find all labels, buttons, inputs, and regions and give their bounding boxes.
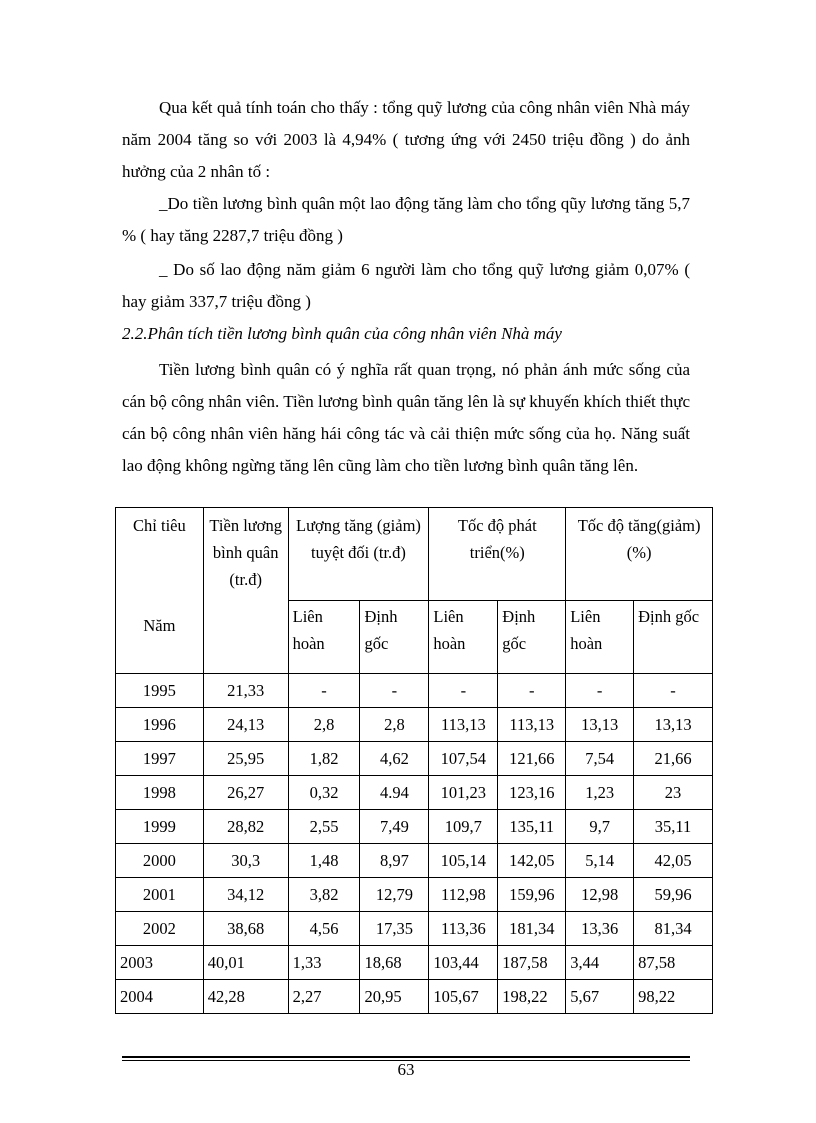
table-cell: 142,05	[498, 844, 566, 878]
table-cell: 107,54	[429, 742, 498, 776]
table-cell: 25,95	[203, 742, 288, 776]
table-cell: 23	[634, 776, 713, 810]
table-row	[116, 878, 713, 912]
header-toc-do-tang: Tốc độ tăng(giảm) (%)	[566, 508, 713, 601]
table-cell: 17,35	[360, 912, 429, 946]
table-row	[116, 912, 713, 946]
table-cell: 2,8	[360, 708, 429, 742]
table-cell: 30,3	[203, 844, 288, 878]
table-cell: -	[634, 674, 713, 708]
table-cell: 5,14	[566, 844, 634, 878]
table-cell: 21,33	[203, 674, 288, 708]
paragraph-intro: Tiền lương bình quân có ý nghĩa rất quan trọng, nó phản ánh mức sống của cán bộ công nhân viên. Tiền lương bình quân tăng lên là sự khuyến khích thiết thực cán bộ công nhân viên hăng hái công tác và cải thiện mức sống của họ. Năng suất lao động không ngừng tăng lên cũng làm cho tiền lương bình quân tăng lên.	[122, 360, 690, 475]
table-cell: 13,36	[566, 912, 634, 946]
table-cell: 12,79	[360, 878, 429, 912]
table-cell-year: 1996	[116, 708, 204, 742]
table-cell-year: 2002	[116, 912, 204, 946]
section-heading: 2.2.Phân tích tiền lương bình quân của công nhân viên Nhà máy	[122, 324, 562, 343]
table-cell: 12,98	[566, 878, 634, 912]
table-cell: 35,11	[634, 810, 713, 844]
table-cell-year: 2004	[116, 980, 204, 1014]
table-cell: 123,16	[498, 776, 566, 810]
table-cell-year: 1998	[116, 776, 204, 810]
subheader-lien-hoan: Liên hoàn	[566, 601, 634, 674]
table-cell: 7,54	[566, 742, 634, 776]
subheader-dinh-goc: Định gốc	[634, 601, 713, 674]
table-cell: -	[360, 674, 429, 708]
table-cell: 181,34	[498, 912, 566, 946]
subheader-dinh-goc: Định gốc	[360, 601, 429, 674]
table-cell: 1,48	[288, 844, 360, 878]
paragraph-summary: Qua kết quả tính toán cho thấy : tổng quỹ lương của công nhân viên Nhà máy năm 2004 tăng so với 2003 là 4,94% ( tương ứng với 2450 triệu đồng ) do ảnh hưởng của 2 nhân tố :	[122, 98, 690, 181]
table-cell-year: 1997	[116, 742, 204, 776]
table-cell: 38,68	[203, 912, 288, 946]
table-cell: 113,36	[429, 912, 498, 946]
table-cell: -	[288, 674, 360, 708]
table-cell-year: 2001	[116, 878, 204, 912]
header-corner-cell	[116, 508, 204, 674]
table-cell: 1,23	[566, 776, 634, 810]
table-cell: 103,44	[429, 946, 498, 980]
table-cell: 135,11	[498, 810, 566, 844]
subheader-dinh-goc: Định gốc	[498, 601, 566, 674]
table-cell: 0,32	[288, 776, 360, 810]
table-cell: 4,56	[288, 912, 360, 946]
table-cell: 2,55	[288, 810, 360, 844]
table-header-row	[116, 508, 713, 601]
table-cell-year: 1995	[116, 674, 204, 708]
table-row	[116, 674, 713, 708]
table-cell: 4,62	[360, 742, 429, 776]
table-cell: 40,01	[203, 946, 288, 980]
salary-table	[115, 507, 713, 1014]
table-cell: 121,66	[498, 742, 566, 776]
table-cell: 2,27	[288, 980, 360, 1014]
table-cell: 18,68	[360, 946, 429, 980]
table-cell: 7,49	[360, 810, 429, 844]
table-row	[116, 776, 713, 810]
table-cell: 2,8	[288, 708, 360, 742]
subheader-lien-hoan: Liên hoàn	[429, 601, 498, 674]
table-row	[116, 844, 713, 878]
table-cell-year: 2000	[116, 844, 204, 878]
table-cell: 81,34	[634, 912, 713, 946]
table-cell: 159,96	[498, 878, 566, 912]
table-cell: 24,13	[203, 708, 288, 742]
table-cell: 105,14	[429, 844, 498, 878]
table-cell: 8,97	[360, 844, 429, 878]
table-cell: 21,66	[634, 742, 713, 776]
table-cell: 59,96	[634, 878, 713, 912]
table-cell: 1,82	[288, 742, 360, 776]
table-cell: 198,22	[498, 980, 566, 1014]
table-cell: 42,05	[634, 844, 713, 878]
table-cell: 34,12	[203, 878, 288, 912]
header-toc-do-phat-trien: Tốc độ phát triển(%)	[429, 508, 566, 601]
table-row	[116, 810, 713, 844]
table-cell: 4.94	[360, 776, 429, 810]
table-cell: 98,22	[634, 980, 713, 1014]
table-cell: 9,7	[566, 810, 634, 844]
table-cell: 20,95	[360, 980, 429, 1014]
table-cell: 3,82	[288, 878, 360, 912]
table-cell: 101,23	[429, 776, 498, 810]
table-body	[116, 674, 713, 1014]
table-cell: 187,58	[498, 946, 566, 980]
table-cell: 28,82	[203, 810, 288, 844]
table-cell: 3,44	[566, 946, 634, 980]
header-nam: Năm	[143, 616, 176, 635]
table-cell: -	[498, 674, 566, 708]
paragraph-factor-2: _ Do số lao động năm giảm 6 người làm cho tổng quỹ lương giảm 0,07% ( hay giảm 337,7 triệu đồng )	[122, 260, 690, 311]
table-cell: 109,7	[429, 810, 498, 844]
table-cell: 1,33	[288, 946, 360, 980]
table-row	[116, 708, 713, 742]
table-cell: 112,98	[429, 878, 498, 912]
table-cell: -	[566, 674, 634, 708]
header-luong-tang: Lượng tăng (giảm) tuyệt đối (tr.đ)	[288, 508, 429, 601]
table-cell: -	[429, 674, 498, 708]
table-cell-year: 2003	[116, 946, 204, 980]
table-cell: 13,13	[566, 708, 634, 742]
paragraph-factor-1: _Do tiền lương bình quân một lao động tăng làm cho tổng qũy lương tăng 5,7 % ( hay tăng 2287,7 triệu đồng )	[122, 194, 690, 245]
page-number: 63	[397, 1060, 415, 1079]
table-row	[116, 742, 713, 776]
table-row	[116, 946, 713, 980]
subheader-lien-hoan: Liên hoàn	[288, 601, 360, 674]
table-cell: 113,13	[498, 708, 566, 742]
header-tien-luong: Tiền lương bình quân (tr.đ)	[203, 508, 288, 674]
table-cell: 13,13	[634, 708, 713, 742]
table-cell: 113,13	[429, 708, 498, 742]
table-cell: 105,67	[429, 980, 498, 1014]
table-cell: 87,58	[634, 946, 713, 980]
table-cell-year: 1999	[116, 810, 204, 844]
table-row	[116, 980, 713, 1014]
table-cell: 42,28	[203, 980, 288, 1014]
table-cell: 5,67	[566, 980, 634, 1014]
table-cell: 26,27	[203, 776, 288, 810]
header-chi-tieu: Chỉ tiêu	[133, 516, 186, 535]
